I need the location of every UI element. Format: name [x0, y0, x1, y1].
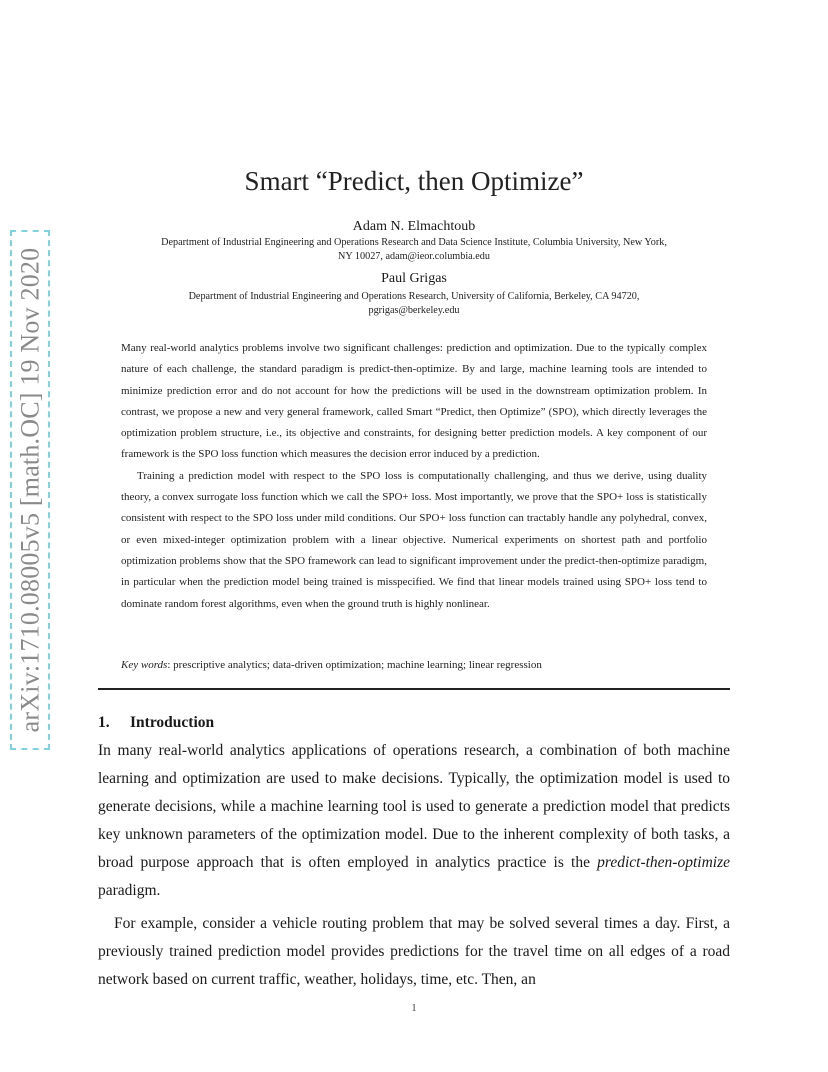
author-affiliation-1	[98, 236, 730, 264]
affiliation-2-line-2: pgrigas@berkeley.edu	[368, 305, 460, 316]
arxiv-stamp	[10, 230, 50, 750]
section-number: 1.	[98, 714, 110, 731]
abstract-paragraph-2: Training a prediction model with respect to the SPO loss is computationally challenging, and thus we derive, using duality theory, a convex surrogate loss function which we call the SPO+ loss. Most importantly, we prove that the SPO+ loss is statistically consistent with respect to the SPO loss under mild conditions. Our SPO+ loss function can tractably handle any polyhedral, convex, or even mixed-integer optimization problem with a linear objective. Numerical experiments on shortest path and portfolio optimization problems show that the SPO framework can lead to significant improvement under the predict-then-optimize paradigm, in particular when the prediction model being trained is misspecified. We find that linear models trained using SPO+ loss tend to dominate random forest algorithms, even when the ground truth is highly nonlinear.	[121, 469, 707, 610]
paper-title: Smart “Predict, then Optimize”	[244, 166, 584, 196]
section-title: Introduction	[130, 714, 215, 731]
author-name-1: Adam N. Elmachtoub	[352, 219, 476, 234]
abstract	[121, 338, 707, 615]
keywords-separator: :	[167, 659, 171, 671]
intro-paragraph-1-text: In many real-world analytics applications of operations research, a combination of both machine learning and optimization are used to make decisions. Typically, the optimization model is used to generate decisions, while a machine learning tool is used to generate a prediction model that predicts key unknown parameters of the optimization model. Due to the inherent complexity of both tasks, a broad purpose approach that is often employed in analytics practice is the	[98, 742, 730, 871]
affiliation-1-line-1: Department of Industrial Engineering and Operations Research and Data Science Institute, Columbia University, New York,	[161, 237, 667, 248]
section-divider	[98, 688, 730, 690]
page-number: 1	[411, 1003, 417, 1014]
keywords-text: prescriptive analytics; data-driven optimization; machine learning; linear regression	[173, 659, 542, 671]
arxiv-id: arXiv:1710.08005v5 [math.OC] 19 Nov 2020	[15, 247, 44, 733]
affiliation-2-line-1: Department of Industrial Engineering and Operations Research, University of California, Berkeley, CA 94720,	[188, 291, 640, 302]
keywords-label: Key words	[121, 659, 168, 671]
affiliation-1-line-2: NY 10027, adam@ieor.columbia.edu	[338, 251, 490, 262]
intro-paragraph-1	[98, 737, 730, 905]
author-name-2: Paul Grigas	[381, 271, 447, 286]
author-affiliation-2	[98, 290, 730, 318]
intro-paragraph-1-end: paradigm.	[98, 882, 161, 899]
intro-paragraph-2: For example, consider a vehicle routing problem that may be solved several times a day. First, a previously trained prediction model provides predictions for the travel time on all edges of a road network based on current traffic, weather, holidays, time, etc. Then, an	[98, 915, 730, 988]
keywords	[121, 657, 707, 673]
intro-emphasis: predict-then-optimize	[597, 854, 730, 871]
abstract-paragraph-1: Many real-world analytics problems involve two significant challenges: prediction and optimization. Due to the typically complex nature of each challenge, the standard paradigm is predict-then-optimize. By and large, machine learning tools are intended to minimize prediction error and do not account for how the predictions will be used in the downstream optimization problem. In contrast, we propose a new and very general framework, called Smart “Predict, then Optimize” (SPO), which directly leverages the optimization problem structure, i.e., its objective and constraints, for designing better prediction models. A key component of our framework is the SPO loss function which measures the decision error induced by a prediction.	[121, 342, 707, 461]
introduction-body	[98, 737, 730, 999]
section-heading	[98, 714, 214, 732]
